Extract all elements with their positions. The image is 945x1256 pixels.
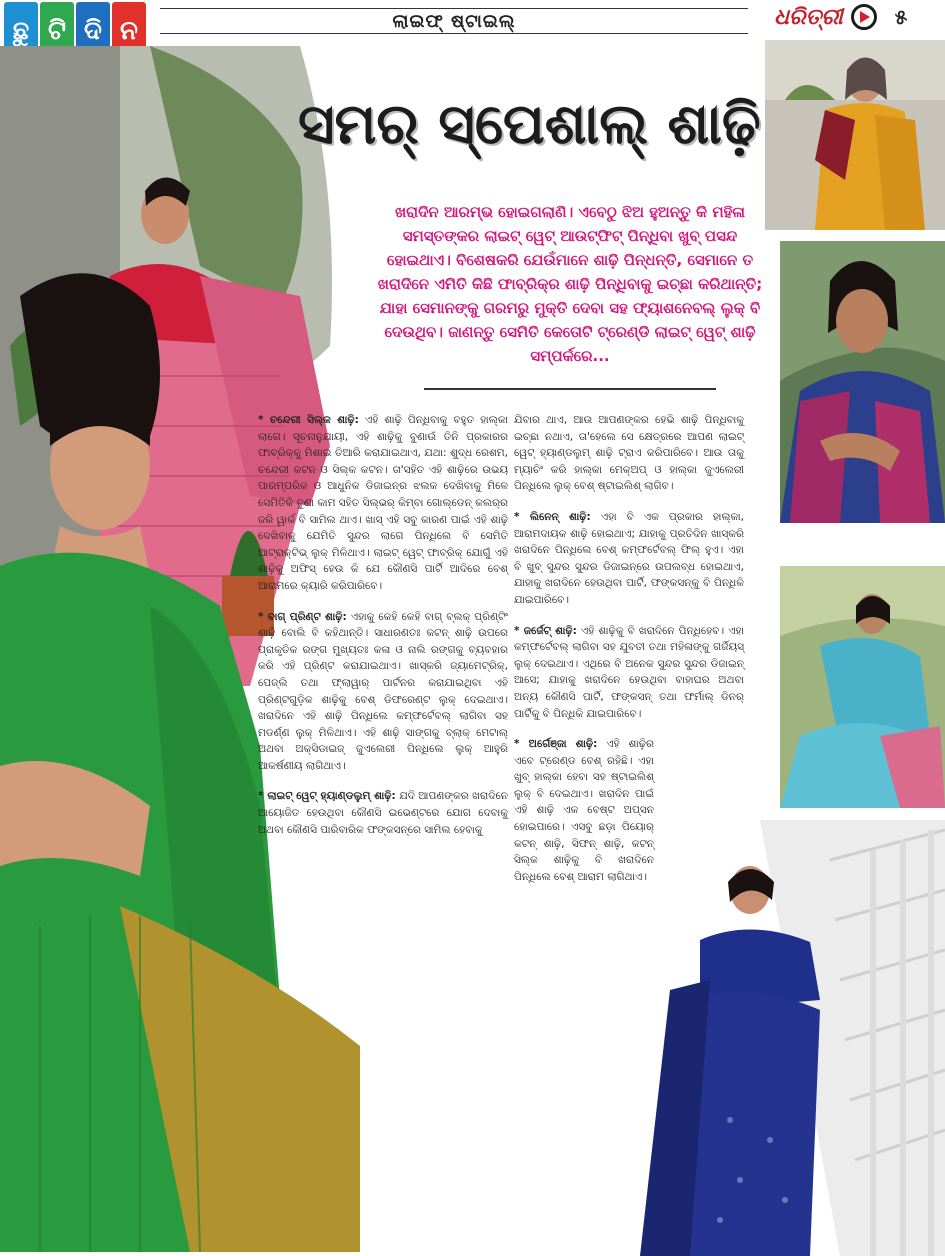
logo-letter: ଦି [76,2,110,60]
paragraph-heading: * ଲାଇଟ୍ ୱେଟ୍ ହ୍ୟାଣ୍ଡଲୁମ୍ ଶାଢ଼ି: [258,790,396,803]
section-divider [424,388,716,390]
paragraph-heading: * ଅର୍ଗେଞ୍ଜା ଶାଢ଼ି: [514,738,598,751]
paragraph-body: ଏହା ବି ଏକ ପ୍ରକାର ହାଲ୍‌କା, ଆରାମଦାୟକ ଶାଢ଼ି ହୋଇଥାଏ; ଯାହାକୁ ପ୍ରତିଦିନ ଖାସ୍‌କରି ଖରାଦିନେ ପିନ୍ଧିଲେ ବେଶ୍ କମ୍ଫର୍ଟେବଲ୍ ଫିଲ୍ ହୁଏ। ଏହା ବି ଖୁବ୍ ସୁନ୍ଦର ସୁନ୍ଦର ଡିଜାଇନ୍‌ରେ ଉପଲବ୍ଧ ହୋଇଥାଏ, ଯାହାକୁ ଖରାଦିନେ ହେଉଥିବା ପାର୍ଟି, ଫଙ୍କସନ୍‌କୁ ବି ପିନ୍ଧିକି ଯାଇପାରିବେ। [514,510,744,606]
paragraph [258,788,508,838]
saree-model-photo-yellow [765,40,945,230]
paragraph-body: ଏହି ଶାଢ଼ିକୁ ବି ଖରାଦିନେ ପିନ୍ଧିହେବ। ଏହା କମ୍ଫର୍ଟେବଲ୍ ଲାଗିବା ସହ ଯୁବତୀ ତଥା ମହିଳାଙ୍କୁ ଗର୍ଜିୟସ୍ ଲୁକ୍ ଦେଇଥାଏ। ଏଥିରେ ବି ଅନେକ ସୁନ୍ଦର ସୁନ୍ଦର ଡିଜାଇନ୍ ଆସେ; ଯାହାକୁ ଖରାଦିନେ ହେଉଥିବା ବାହାଘର ଅଥବା ଅନ୍ୟ କୌଣସି ପାର୍ଟି, ଫଙ୍କସନ୍ ତଥା ଫର୍ମାଲ୍ ଡିନର୍ ପାର୍ଟିକୁ ବି ପିନ୍ଧିକି ଯାଇପାରିବେ। [514,624,744,720]
logo-letter: ଟି [40,2,74,60]
paragraph [258,412,508,595]
article-title: ସମର୍ ସ୍ପେଶାଲ୍ ଶାଢ଼ି [298,92,761,157]
saree-model-photo-turquoise [780,566,945,808]
brand-block [774,4,907,30]
page-number: ୫ [894,5,908,29]
paragraph-body: ଯିବାର ଥାଏ, ଆଉ ଆପଣଙ୍କର ହେଭି ଶାଢ଼ି ପିନ୍ଧିବାକୁ ଇଚ୍ଛା ନଥାଏ, ତା'ହେଲେ ସେ କ୍ଷେତ୍ରରେ ଆପଣ ଲାଇଟ୍ ୱେଟ୍ ହ୍ୟାଣ୍ଡଲୁମ୍ ଶାଢ଼ି ଟ୍ରାଏ କରିପାରିବେ। ଆଉ ତାକୁ ମ୍ୟାଚିଂ କରି ହାଲ୍‌କା ମେକ୍‌ଅପ୍ ଓ ହାଲ୍‌କା ଜୁଏଲେରୀ ପିନ୍ଧିଲେ ଲୁକ୍ ବେଶ୍ ଷ୍ଟାଇଲିଶ୍ ଲାଗିବ। [514,414,744,493]
section-header [160,8,748,34]
section-name: ଲାଇଫ୍ ଷ୍ଟାଇଲ୍ [392,10,516,32]
article-column-right [514,412,744,899]
paragraph-heading: * ବାଗ୍ ପ୍ରିଣ୍ଟ ଶାଢ଼ି: [258,610,347,623]
play-icon [851,4,877,30]
brand-name: ଧରିତ୍ରୀ [774,4,843,30]
article-column-left [258,412,508,852]
logo-letter: ଛୁ [4,2,38,60]
paragraph-body: ଏହାକୁ କେହି କେହି ବାଗ୍ ବ୍ଲକ୍ ପ୍ରିଣ୍ଟିଂ ଶାଢ଼ି ବୋଲି ବି କହିଥାନ୍ତି। ସାଧାରଣତଃ କଟନ୍ ଶାଢ଼ି ଉପରେ ପ୍ରାକୃତିକ ରଙ୍ଗ ମୁଖ୍ୟତଃ କଳା ଓ ନାଲି ରଙ୍ଗକୁ ବ୍ୟବହାର କରି ଏହି ପ୍ରିଣ୍ଟ କରାଯାଇଥାଏ। ଖାସ୍‌କରି ଜ୍ୟାମେଟ୍ରିକ୍, ପେଜ୍‌ଲି ତଥା ଫ୍ଲାୱାର୍ ପାର୍ଟନର କରାଯାଇଥିବା ଏହି ପ୍ରିଣ୍ଟଗୁଡ଼ିକ ଶାଢ଼ିକୁ ବେଶ୍ ଡିଫରେଣ୍ଟ ଲୁକ୍ ଦେଇଥାଏ। ଖରାଦିନେ ଏହି ଶାଢ଼ି ପିନ୍ଧିଲେ କମ୍ଫର୍ଟେବଲ୍ ଲାଗିବା ସହ ମଡର୍ଣ୍ଣ ଲୁକ୍ ମିଳିଥାଏ। ଏହି ଶାଢ଼ି ସାଙ୍ଗକୁ ବ୍ଲାକ୍ ମେଟାଲ୍ ଅଥବା ଅକ୍ସିଡାଇଜ୍ ଜୁଏଲେରୀ ପିନ୍ଧିଲେ ଲୁକ୍ ଆହୁରି ଆକର୍ଷଣୀୟ ଲାଗିଥାଏ। [258,610,509,772]
paragraph [514,623,744,723]
paragraph-body: ଯଦି ଆପଣଙ୍କର ଖରାଦିନେ ଆୟୋଜିତ ହେଉଥିବା କୌଣସି ଇଭେଣ୍ଟରେ ଯୋଗ ଦେବାକୁ ଅଥବା କୌଣସି ପାରିବାରିକ ଫଙ୍କସନ୍‌ରେ ସାମିଲ ହେବାକୁ [258,790,509,836]
paragraph [514,736,654,885]
article-intro: ଖରାଦିନ ଆରମ୍ଭ ହୋଇଗଲାଣି। ଏବେଠୁ ଝିଅ ହୁଅନ୍ତୁ କି ମହିଳା ସମସ୍ତଙ୍କର ଲାଇଟ୍ ୱେଟ୍ ଆଉଟ୍‌ଫିଟ୍ ପିନ୍ଧିବା ଖୁବ୍ ପସନ୍ଦ ହୋଇଥାଏ। ବିଶେଷକରି ଯେଉଁମାନେ ଶାଢ଼ି ପିନ୍ଧନ୍ତି, ସେମାନେ ତ ଖରାଦିନେ ଏମିତି କିଛି ଫାବ୍ରିକ୍‌ର ଶାଢ଼ି ପିନ୍ଧିବାକୁ ଇଚ୍ଛା କରିଥାନ୍ତି; ଯାହା ସେମାନଙ୍କୁ ଗରମରୁ ମୁକ୍ତି ଦେବା ସହ ଫ୍ୟାଶନେବଲ୍ ଲୁକ୍ ବି ଦେଉଥିବ। ଜାଣନ୍ତୁ ସେମିତି କେତୋଟି ଟ୍ରେଣ୍ଡି ଲାଇଟ୍ ୱେଟ୍ ଶାଢ଼ି ସମ୍ପର୍କରେ... [377,203,763,365]
paragraph-heading: * ଲିନେନ୍ ଶାଢ଼ି: [514,510,591,523]
paragraph-heading: * ଚନ୍ଦେରୀ ସିଲ୍କ ଶାଢ଼ି: [258,414,359,426]
logo-letter: ନ [112,2,146,60]
saree-model-photo-blue [780,241,945,523]
paragraph-heading: * ଜର୍ଜେଟ୍ ଶାଢ଼ି: [514,624,577,637]
paragraph [258,609,508,775]
paragraph-body: ଏହି ଶାଢ଼ିର ଏବେ ଟ୍ରେଣ୍ଡ ବେଶ୍ ରହିଛି। ଏହା ଖୁବ୍ ହାଲ୍‌କା ହେବା ସହ ଷ୍ଟାଇଲିଶ୍ ଲୁକ୍ ବି ଦେଇଥାଏ। ଖରାଦିନ ପାଇଁ ଏହି ଶାଢ଼ି ଏକ ବେଷ୍ଟ ଅପ୍ସନ ହୋଇପାରେ। ଏସବୁ ଛଡ଼ା ପିୟୋର୍ କଟନ୍ ଶାଢ଼ି, ସିଫନ୍ ଶାଢ଼ି, କଟନ୍ ସିଲ୍କ ଶାଢ଼ିକୁ ବି ଖରାଦିନେ ପିନ୍ଧିଲେ ବେଶ୍ ଆରାମ ଲାଗିଥାଏ। [514,738,654,883]
paragraph-body: ଏହି ଶାଢ଼ି ପିନ୍ଧିବାକୁ ବହୁତ ହାଲ୍‌କା ଲାଗେ। ସୂଚନାନୁଯାୟୀ, ଏହି ଶାଢ଼ିକୁ ବୁଣାଉଁ ତିନି ପ୍ରକାରର ଫାବ୍ରିକ୍‌କୁ ମିଶାଇ ତିଆରି କରାଯାଇଥାଏ, ଯଥା: ଶୁଦ୍ଧ ରେଶମ, ଚନ୍ଦେରୀ କଟନ ଓ ସିଲ୍କ କଟନ। ତା'ସହିତ ଏହି ଶାଢ଼ିରେ ଉଭୟ ପାରମ୍ପରିକ ଓ ଆଧୁନିକ ଡିଜାଇନ୍‌ର ଝଲକ ଦେଖିବାକୁ ମିଳେ ସେମିତିକି ବୁଣା କାମ ସହିତ ସିଲ୍‌ଭର୍ କିମ୍ବା ଗୋଲ୍ଡେନ୍ କଲର୍‌ର ଜରି ୱାର୍କ ବି ସାମିଲ ଥାଏ। ଖାସ୍ ଏହି ସବୁ କାରଣ ପାଇଁ ଏହି ଶାଢ଼ି ଦେଖିବାକୁ ଯେମିତି ସୁନ୍ଦର ଲାଗେ ପିନ୍ଧିଲେ ବି ସେମିତି ଆଟ୍ରାକ୍ଟିଭ୍ ଲୁକ୍ ମିଳିଥାଏ। ଲାଇଟ୍ ୱେଟ୍ ଫାବ୍ରିକ୍ ଯୋଗୁଁ ଏହି ଶାଢ଼ିକୁ ଅଫିସ୍ ହେଉ କି ଯେ କୌଣସି ପାର୍ଟି ଆଦିରେ ବେଶ୍ ଆରାମରେ କ୍ୟାରି କରିପାରିବେ। [258,414,508,592]
paragraph [514,412,744,495]
paragraph [514,509,744,609]
